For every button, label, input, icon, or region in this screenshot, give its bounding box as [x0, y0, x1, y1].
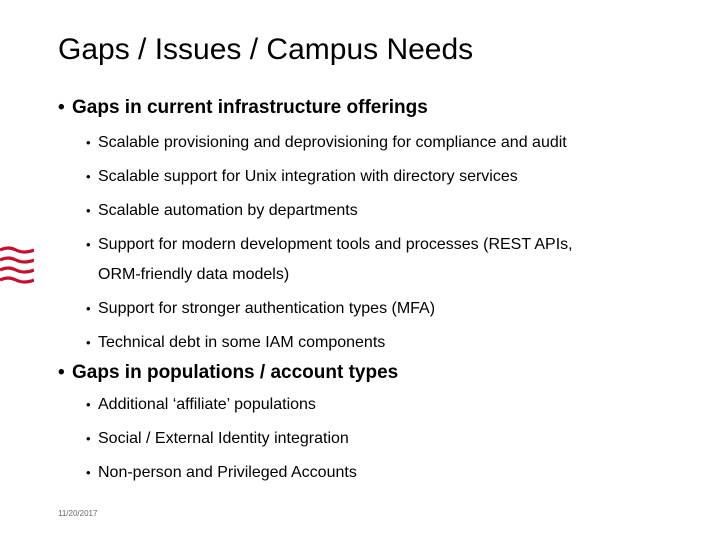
- list-item: • Social / External Identity integration: [86, 428, 349, 450]
- list-item: • Scalable provisioning and deprovisioning for compliance and audit: [86, 132, 567, 154]
- list-item-continuation: ORM-friendly data models): [98, 266, 290, 283]
- slide-title: Gaps / Issues / Campus Needs: [58, 33, 474, 66]
- bullet-dot: •: [86, 335, 91, 350]
- list-item: • Scalable support for Unix integration with directory services: [86, 166, 518, 188]
- list-item: • Technical debt in some IAM components: [86, 332, 385, 354]
- bullet-dot: •: [86, 431, 91, 446]
- bullet-dot: •: [86, 135, 91, 150]
- list-item: • Support for stronger authentication types (MFA): [86, 298, 435, 320]
- section-heading-populations: • Gaps in populations / account types: [58, 362, 399, 383]
- bullet-dot: •: [86, 203, 91, 218]
- section-heading-infrastructure: • Gaps in current infrastructure offerings: [58, 97, 428, 118]
- bullet-dot: •: [86, 465, 91, 480]
- bullet-dot: •: [86, 301, 91, 316]
- list-item: • Additional ‘affiliate’ populations: [86, 394, 316, 416]
- bullet-dot: •: [86, 237, 91, 252]
- logo-waves-icon: [0, 240, 34, 290]
- list-item: • Support for modern development tools and processes (REST APIs,: [86, 234, 573, 256]
- list-item: • Non-person and Privileged Accounts: [86, 462, 357, 484]
- slide-date: 11/20/2017: [58, 509, 98, 518]
- bullet-dot: •: [58, 97, 65, 118]
- list-item: • Scalable automation by departments: [86, 200, 358, 222]
- bullet-dot: •: [86, 397, 91, 412]
- bullet-dot: •: [58, 362, 65, 383]
- bullet-dot: •: [86, 169, 91, 184]
